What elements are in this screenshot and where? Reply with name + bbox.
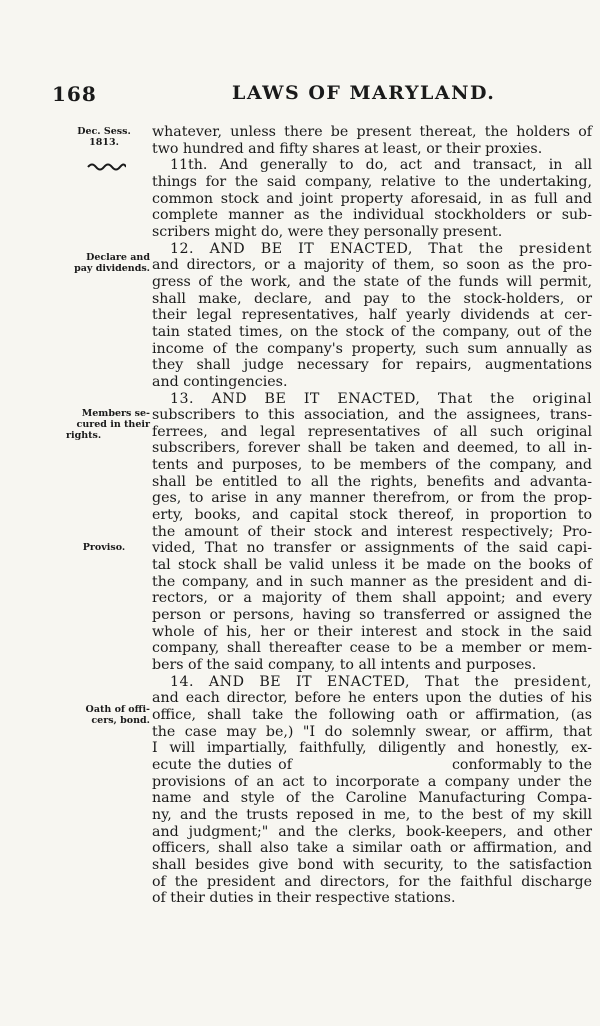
text-line: rectors, or a majority of them shall appoint; and every: [152, 590, 592, 607]
text-line: 12. AND BE IT ENACTED, That the president: [170, 240, 592, 257]
margin-note-members-secured: [58, 408, 150, 441]
body-text: [152, 124, 592, 907]
text-line: scribers might do, were they personally present.: [152, 223, 503, 240]
text-line: erty, books, and capital stock thereof, in proportion to: [152, 507, 592, 524]
text-line: tents and purposes, to be members of the company, and: [152, 457, 592, 474]
page-number: 168: [52, 82, 97, 106]
text-line: ges, to arise in any manner therefrom, or from the prop-: [152, 490, 592, 507]
text-line: gress of the work, and the state of the funds will permit,: [152, 273, 592, 290]
text-line: person or persons, having so transferred or assigned the: [152, 607, 592, 624]
margin-note-proviso: [58, 542, 150, 553]
text-line: of their duties in their respective stations.: [152, 890, 456, 907]
text-line: common stock and joint property aforesaid, in as full and: [152, 190, 592, 207]
text-line: shall besides give bond with security, to the satisfaction: [152, 856, 592, 873]
text-line: and judgment;" and the clerks, book-keepers, and other: [152, 823, 592, 840]
text-line: they shall judge necessary for repairs, augmentations: [152, 357, 592, 374]
text-line: subscribers, forever shall be taken and deemed, to all in-: [152, 440, 592, 457]
text-line: ny, and the trusts reposed in me, to the best of my skill: [152, 806, 592, 823]
members-line-1: Members se-: [81, 408, 150, 419]
text-line: officers, shall also take a similar oath or affirmation, and: [152, 840, 592, 857]
text-line: whatever, unless there be present thereat, the holders of: [152, 124, 592, 140]
text-line: and directors, or a majority of them, so soon as the pro-: [152, 257, 592, 274]
text-line: subscribers to this association, and the assignees, trans-: [152, 407, 592, 424]
text-line: 11th. And generally to do, act and transact, in all: [170, 157, 592, 174]
page-header: [52, 82, 532, 112]
text-line: complete manner as the individual stockholders or sub-: [152, 207, 592, 224]
text-line: 14. AND BE IT ENACTED, That the president,: [170, 673, 592, 690]
running-title: LAWS OF MARYLAND.: [232, 82, 496, 104]
text-line: company, shall thereafter cease to be a member or mem-: [152, 640, 592, 657]
members-line-2: cured in their: [76, 419, 150, 430]
session-line-2: 1813.: [89, 137, 119, 148]
text-line: shall be entitled to all the rights, benefits and advanta-: [152, 473, 592, 490]
proviso-label: Proviso.: [82, 542, 126, 553]
text-line: whole of his, her or their interest and stock in the said: [152, 623, 592, 640]
text-line: 13. AND BE IT ENACTED, That the original: [170, 390, 592, 407]
text-line: office, shall take the following oath or affirmation, (as: [152, 706, 592, 723]
text-line: two hundred and fifty shares at least, or their proxies.: [152, 140, 543, 157]
text-line: vided, That no transfer or assignments of the said capi-: [152, 540, 592, 557]
text-line: their legal representatives, half yearly dividends at cer-: [152, 307, 592, 324]
text-line: I will impartially, faithfully, diligently and honestly, ex-: [152, 740, 592, 757]
text-line: and each director, before he enters upon the duties of his: [152, 690, 592, 707]
text-line: the case may be,) "I do solemnly swear, or affirm, that: [152, 723, 592, 740]
oath-line-1: Oath of offi-: [85, 704, 150, 715]
declare-line-2: pay dividends.: [74, 263, 150, 274]
text-line: tal stock shall be valid unless it be made on the books of: [152, 557, 592, 574]
text-line: bers of the said company, to all intents and purposes.: [152, 657, 537, 673]
ornament-squiggle-icon: [86, 162, 126, 172]
margin-note-oath: [58, 704, 150, 726]
declare-line-1: Declare and: [86, 252, 150, 263]
text-line: tain stated times, on the stock of the company, out of the: [152, 323, 592, 340]
text-line: the amount of their stock and interest respectively; Pro-: [152, 523, 592, 540]
margin-note-session: [58, 126, 150, 148]
text-line: things for the said company, relative to the undertaking,: [152, 173, 592, 190]
text-line: the company, and in such manner as the president and di-: [152, 573, 592, 590]
text-line: provisions of an act to incorporate a company under the: [152, 773, 592, 790]
text-line: income of the company's property, such sum annually as: [152, 340, 592, 357]
members-line-3: rights.: [66, 430, 102, 441]
text-line: shall make, declare, and pay to the stock-holders, or: [152, 290, 592, 307]
session-line-1: Dec. Sess.: [77, 126, 131, 137]
text-line: of the president and directors, for the faithful discharge: [152, 873, 592, 890]
text-line: ferrees, and legal representatives of all such original: [152, 423, 592, 440]
text-line: name and style of the Caroline Manufacturing Compa-: [152, 790, 592, 807]
margin-note-declare-dividends: [58, 252, 150, 274]
oath-line-2: cers, bond.: [91, 715, 150, 726]
text-line: ecute the duties of conformably to the: [152, 756, 592, 773]
text-line: and contingencies.: [152, 373, 288, 390]
